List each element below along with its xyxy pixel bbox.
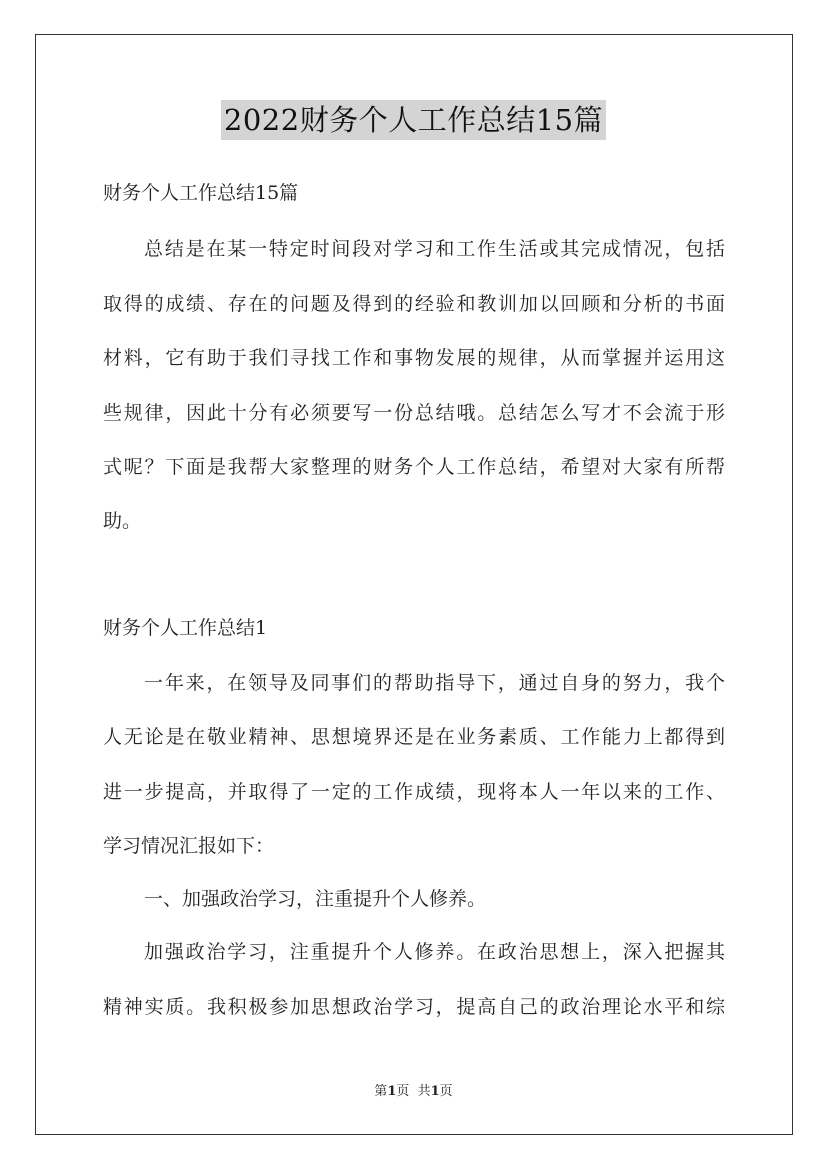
section-heading-1: 财务个人工作总结1 xyxy=(103,617,268,639)
footer-page-current: 1 xyxy=(387,1084,397,1099)
intro-line-5: 式呢？下面是我帮大家整理的财务个人工作总结，希望对大家有所帮 xyxy=(103,456,725,478)
document-subtitle: 财务个人工作总结15篇 xyxy=(103,182,299,204)
intro-line-3: 材料，它有助于我们寻找工作和事物发展的规律，从而掌握并运用这 xyxy=(103,347,725,369)
footer-suffix: 页 xyxy=(439,1084,453,1099)
page-footer xyxy=(0,1082,827,1102)
point1-line-1: 加强政治学习，注重提升个人修养。在政治思想上，深入把握其 xyxy=(144,941,725,963)
document-title: 2022财务个人工作总结15篇 xyxy=(221,100,606,140)
intro-line-6: 助。 xyxy=(103,510,142,532)
section1-line-2: 人无论是在敬业精神、思想境界还是在业务素质、工作能力上都得到 xyxy=(103,726,725,748)
point-heading-1: 一、加强政治学习，注重提升个人修养。 xyxy=(144,888,487,910)
footer-mid: 页 共 xyxy=(396,1084,431,1099)
footer-prefix: 第 xyxy=(374,1084,388,1099)
section1-line-1: 一年来，在领导及同事们的帮助指导下，通过自身的努力，我个 xyxy=(144,672,725,694)
footer-page-total: 1 xyxy=(430,1084,440,1099)
point1-line-2: 精神实质。我积极参加思想政治学习，提高自己的政治理论水平和综 xyxy=(103,996,725,1018)
intro-line-2: 取得的成绩、存在的问题及得到的经验和教训加以回顾和分析的书面 xyxy=(103,293,725,315)
section1-line-3: 进一步提高，并取得了一定的工作成绩，现将本人一年以来的工作、 xyxy=(103,781,725,803)
intro-line-4: 些规律，因此十分有必须要写一份总结哦。总结怎么写才不会流于形 xyxy=(103,402,725,424)
title-container xyxy=(0,100,827,140)
intro-line-1: 总结是在某一特定时间段对学习和工作生活或其完成情况，包括 xyxy=(144,238,725,260)
section1-line-4: 学习情况汇报如下： xyxy=(103,835,275,857)
